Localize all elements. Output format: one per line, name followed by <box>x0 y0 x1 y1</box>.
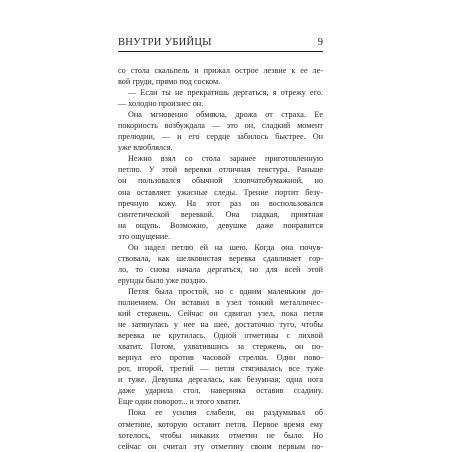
text-line: — Если ты не прекратишь дергаться, я отрежу его. <box>128 88 323 98</box>
text-line: петлю. У этой веревки отличная текстура. Раньше <box>118 165 323 175</box>
text-line: ствовала, как шелковистая веревка сдавливает гор- <box>118 253 323 263</box>
text-line: полнением. Он вставил в узел тонкий металличес- <box>118 297 323 307</box>
text-line: рот, второй, третий — петля стягивалась все туже <box>118 364 323 374</box>
text-line: это ощущение. <box>118 231 170 241</box>
text-line: ерунды было уже поздно. <box>118 275 208 285</box>
text-line: веревка не крутилась. Одной отметины с лихвой <box>118 331 323 341</box>
text-line: даже ударила стол, наверняка оставив ссадину. <box>118 386 323 396</box>
text-line: не затянулась у нее на шее, достаточно туго, чтобы <box>118 320 323 330</box>
text-line: на ощупь. Возможно, девушке даже понравится <box>118 220 323 230</box>
text-line: вой груди, прямо под соском. <box>118 77 221 87</box>
text-line: отметине, которую оставит петля. Первое время ему <box>118 419 323 429</box>
text-line: со стола скальпель и прижал острое лезвие к ее ле- <box>118 66 323 75</box>
text-line: — холодно произнес он. <box>118 99 204 109</box>
text-line: Он надел петлю ей на шею. Когда она почув- <box>128 242 323 252</box>
text-line: пречную кожу. На этот раз он воспользовался <box>118 198 323 208</box>
text-line: он пользовался обычной хлопчатобумажной, но <box>118 176 323 186</box>
text-line: уже влюблялся. <box>118 143 173 153</box>
text-line: покорность возбуждала — это он, сладкий момент <box>118 121 323 131</box>
running-head: ВНУТРИ УБИЙЦЫ <box>118 37 212 48</box>
text-line: Нежно взял со стола заранее приготовленную <box>128 154 323 164</box>
body-text <box>118 65 323 452</box>
text-line: кий стержень. Сейчас он сдвигал узел, пока петля <box>118 309 323 319</box>
text-line: и туже. Девушка дергалась, как безумная; одна нога <box>118 375 323 385</box>
text-line: синтетической веревкой. Она гладкая, приятная <box>118 209 323 219</box>
text-line: Она мгновенно обмякла, дрожа от страха. Ее <box>128 110 323 120</box>
text-line: она оставляет ужасные следы. Трение портит безу- <box>118 187 323 197</box>
text-line: сейчас он считал эту отметину своим первым по- <box>118 441 323 451</box>
text-line: хватит. Потом, ухватившись за стержень, он по- <box>118 342 323 352</box>
text-line: ло, то снова начала дергаться, но для всей этой <box>118 264 323 274</box>
text-line: хотелось, чтобы никаких отметин не было. Но <box>118 430 323 440</box>
text-line: Петля была простой, но с одним маленьким до- <box>128 286 323 296</box>
text-line: Пока ее усилия слабели, он раздумывал об <box>128 408 323 418</box>
page-number: 9 <box>317 37 323 48</box>
text-line: вернул его против часовой стрелки. Один пово- <box>118 353 323 363</box>
text-line: прелюдии, — и его сердце забилось быстрее. Он <box>118 132 323 142</box>
page-header <box>118 37 323 52</box>
text-line: Еще один поворот... и этого хватит. <box>118 397 241 407</box>
